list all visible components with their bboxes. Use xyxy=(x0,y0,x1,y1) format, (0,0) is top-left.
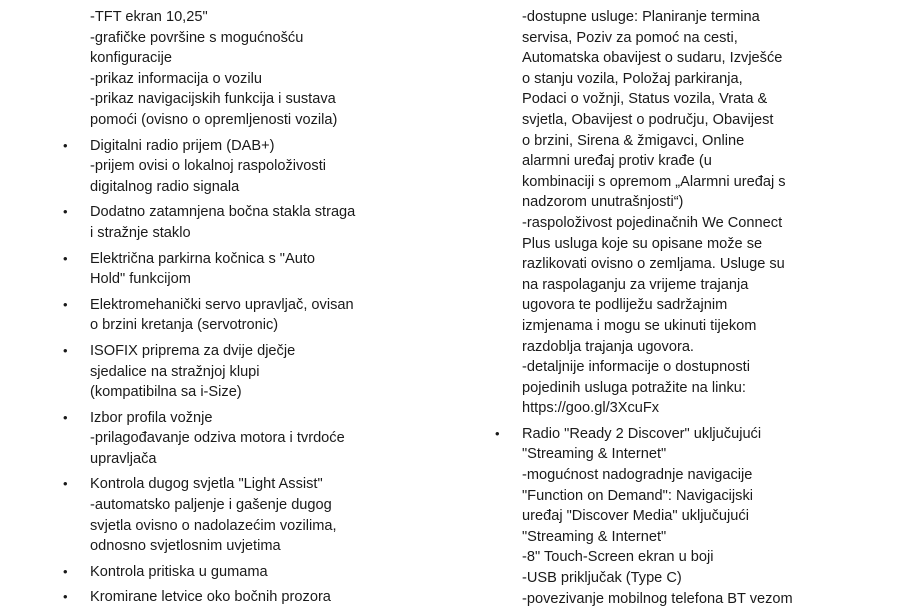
list-item xyxy=(63,136,420,198)
text-line: o stanju vozila, Položaj parkiranja, xyxy=(522,70,743,87)
text-line: -prilagođavanje odziva motora i tvrdoće xyxy=(90,430,345,447)
text-line: -prikaz informacija o vozilu xyxy=(90,70,262,87)
list-item xyxy=(63,202,420,243)
text-line: uređaj "Discover Media" uključujući xyxy=(522,508,749,525)
text-line: -TFT ekran 10,25" xyxy=(90,9,208,25)
text-line: (kompatibilna sa i-Size) xyxy=(90,384,242,401)
text-line: digitalnog radio signala xyxy=(90,178,240,195)
text-line: Kontrola pritiska u gumama xyxy=(90,563,268,580)
list-item xyxy=(63,408,420,470)
text-line: -automatsko paljenje i gašenje dugog xyxy=(90,497,332,514)
list-item xyxy=(63,587,420,608)
bullet-icon: • xyxy=(63,476,68,492)
text-line: Električna parkirna kočnica s "Auto xyxy=(90,250,315,267)
bullet-icon: • xyxy=(63,409,68,425)
text-line: -dostupne usluge: Planiranje termina xyxy=(522,9,760,25)
text-line: -raspoloživost pojedinačnih We Connect xyxy=(522,214,783,231)
text-line: konfiguracije xyxy=(90,50,172,67)
list-item xyxy=(63,249,420,290)
continuation-text xyxy=(522,7,852,419)
text-line: "Function on Demand": Navigacijski xyxy=(522,487,753,504)
text-line: razdoblja trajanja ugovora. xyxy=(522,338,694,355)
text-line: -prijem ovisi o lokalnoj raspoloživosti xyxy=(90,158,327,175)
text-line: -grafičke površine s mogućnošću xyxy=(90,29,304,46)
text-line: Dodatno zatamnjena bočna stakla straga xyxy=(90,204,356,221)
text-line: servisa, Poziv za pomoć na cesti, xyxy=(522,29,738,46)
text-line: -USB priključak (Type C) xyxy=(522,570,682,587)
text-line: nadzorom unutrašnjosti“) xyxy=(522,194,684,211)
link-text[interactable]: https://goo.gl/3XcuFx xyxy=(522,400,660,417)
left-column xyxy=(63,7,420,608)
text-line: svjetla ovisno o nadolazećim vozilima, xyxy=(90,517,337,534)
text-line: -8" Touch-Screen ekran u boji xyxy=(522,549,714,566)
text-line: Plus usluga koje su opisane može se xyxy=(522,235,763,252)
text-line: -mogućnost nadogradnje navigacije xyxy=(522,467,753,484)
text-line: odnosno svjetlosnim uvjetima xyxy=(90,538,281,555)
text-line: Izbor profila vožnje xyxy=(90,409,213,426)
text-line: o brzini kretanja (servotronic) xyxy=(90,317,279,334)
list-item xyxy=(63,562,420,583)
bullet-icon: • xyxy=(63,250,68,266)
text-line: alarmni uređaj protiv krađe (u xyxy=(522,153,712,170)
text-line: Kromirane letvice oko bočnih prozora xyxy=(90,589,331,606)
list-item xyxy=(63,474,420,556)
list-item xyxy=(63,341,420,403)
bullet-icon: • xyxy=(63,589,68,605)
text-line: Podaci o vožnji, Status vozila, Vrata & xyxy=(522,91,768,108)
text-line: ISOFIX priprema za dvije dječje xyxy=(90,342,296,359)
text-line: i stražnje staklo xyxy=(90,224,191,241)
bullet-icon: • xyxy=(63,296,68,312)
text-line: pojedinih usluga potražite na linku: xyxy=(522,379,746,396)
text-line: izmjenama i mogu se ukinuti tijekom xyxy=(522,317,757,334)
text-line: svjetla, Obavijest o području, Obavijest xyxy=(522,111,774,128)
bullet-icon: • xyxy=(495,425,500,441)
text-line: -prikaz navigacijskih funkcija i sustava xyxy=(90,91,336,108)
text-line: Elektromehanički servo upravljač, ovisan xyxy=(90,296,354,313)
text-line: -povezivanje mobilnog telefona BT vezom xyxy=(522,590,793,607)
text-line: -detaljnije informacije o dostupnosti xyxy=(522,359,750,376)
text-line: Automatska obavijest o sudaru, Izvješće xyxy=(522,50,783,67)
text-line: pomoći (ovisno o opremljenosti vozila) xyxy=(90,111,338,128)
text-line: kombinaciji s opremom „Alarmni uređaj s xyxy=(522,173,786,190)
text-line: "Streaming & Internet" xyxy=(522,446,667,463)
text-line: "Streaming & Internet" xyxy=(522,528,667,545)
text-line: ugovora te podliježu sadržajnim xyxy=(522,297,728,314)
text-line: Radio "Ready 2 Discover" uključujući xyxy=(522,425,762,442)
text-line: na raspolaganju za vrijeme trajanja xyxy=(522,276,749,293)
text-line: Digitalni radio prijem (DAB+) xyxy=(90,137,275,154)
text-line: Hold" funkcijom xyxy=(90,271,191,288)
continuation-text xyxy=(90,7,420,131)
bullet-icon: • xyxy=(63,204,68,220)
text-line: sjedalice na stražnjoj klupi xyxy=(90,363,260,380)
text-line: o brzini, Sirena & žmigavci, Online xyxy=(522,132,745,149)
list-item xyxy=(63,295,420,336)
list-item xyxy=(495,424,852,609)
text-line: upravljača xyxy=(90,450,157,467)
right-column xyxy=(495,7,852,609)
text-line: Kontrola dugog svjetla "Light Assist" xyxy=(90,476,323,493)
text-line: razlikovati ovisno o zemljama. Usluge su xyxy=(522,256,785,273)
bullet-icon: • xyxy=(63,563,68,579)
bullet-icon: • xyxy=(63,137,68,153)
bullet-icon: • xyxy=(63,342,68,358)
